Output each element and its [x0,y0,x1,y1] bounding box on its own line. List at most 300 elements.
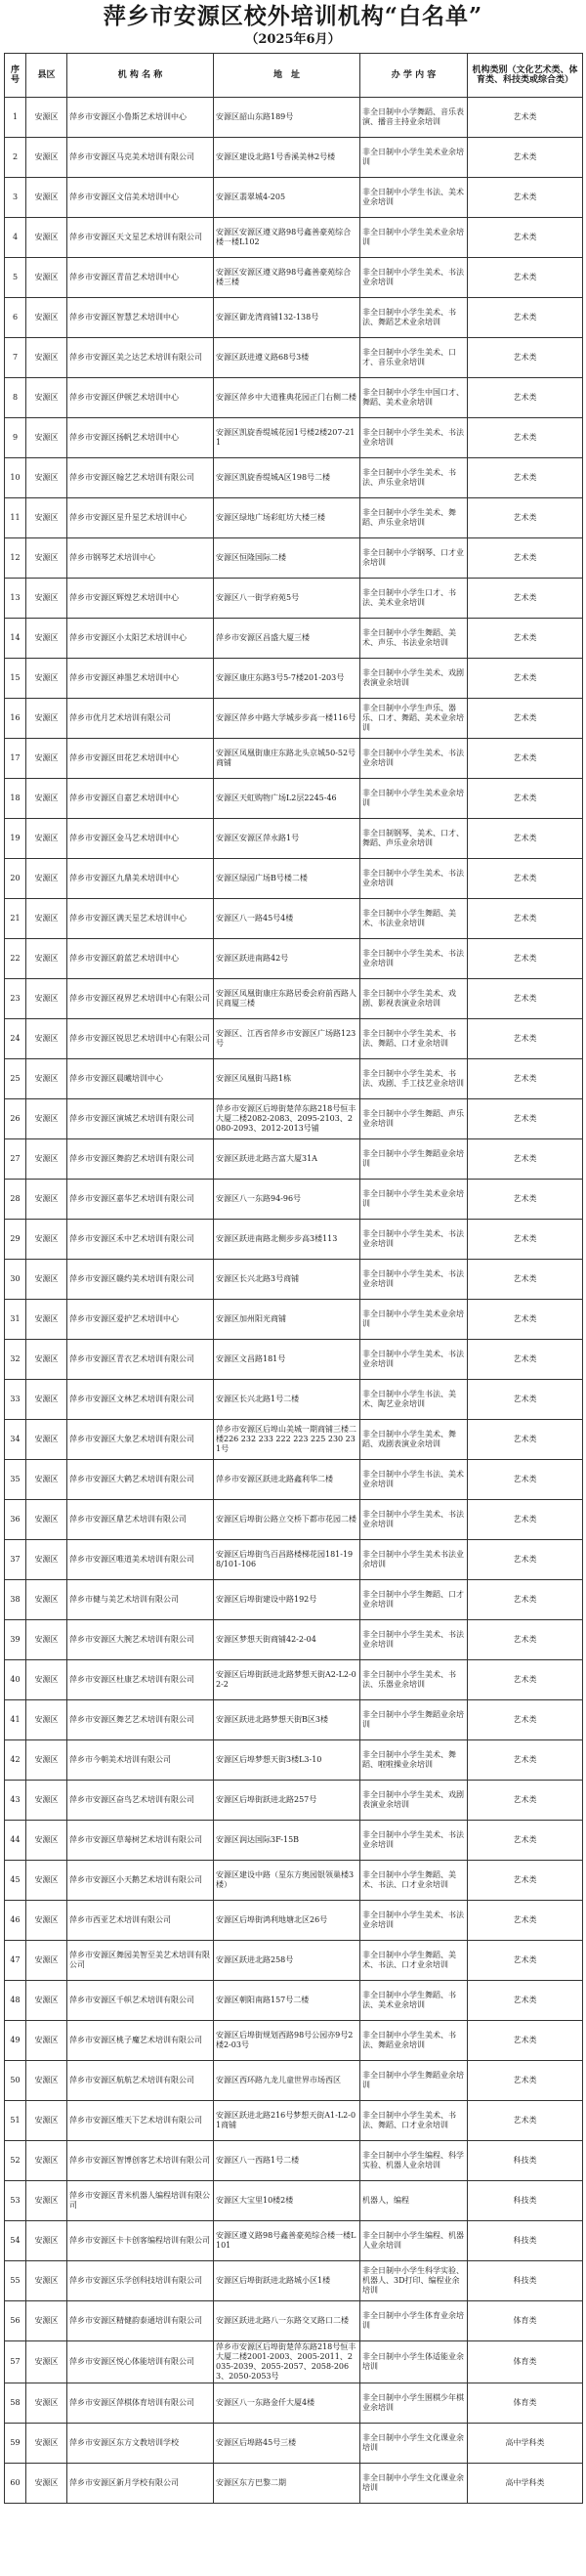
row-number: 44 [5,1821,26,1861]
table-row [5,2301,583,2341]
row-name: 萍乡市安源区奋鸟艺术培训有限公司 [67,1781,214,1821]
table-row [5,1380,583,1420]
row-district: 安源区 [26,1540,67,1580]
table-row [5,1781,583,1821]
row-scope: 非全日制中小学生美术书法业余培训 [360,1540,468,1580]
table-row [5,1420,583,1460]
row-address: 安源区后埠梦想天街3楼L3-10 [214,1740,360,1781]
row-number: 14 [5,619,26,659]
row-type: 艺术类 [468,739,583,779]
row-scope: 非全日制中小学生美术、书法业余培训 [360,1620,468,1660]
row-name: 萍乡市安源区晨曦培训中心 [67,1059,214,1099]
row-district: 安源区 [26,2341,67,2383]
row-district: 安源区 [26,699,67,739]
row-number: 13 [5,579,26,619]
row-address: 萍乡市安源区跃进北路鑫利华二楼 [214,1460,360,1500]
row-number: 19 [5,819,26,859]
document-title: 萍乡市安源区校外培训机构“白名单” [103,3,483,29]
row-name: 萍乡市钢琴艺术培训中心 [67,538,214,579]
row-name: 萍乡市安源区精健韵泰通培训有限公司 [67,2301,214,2341]
row-scope: 非全日制中小学生书法、美术、陶艺业余培训 [360,1380,468,1420]
row-scope: 非全日制中小学生美术、书法业余培训 [360,1220,468,1260]
row-scope: 非全日制中小学生舞蹈、美术、书法、口才业余培训 [360,1941,468,1981]
row-number: 31 [5,1300,26,1340]
row-number: 57 [5,2341,26,2383]
row-scope: 非全日制中小学生美术业余培训 [360,138,468,178]
row-address: 安源区后埠街跃进北路城小区1楼 [214,2261,360,2301]
row-number: 27 [5,1139,26,1180]
table-row [5,1700,583,1740]
row-type: 艺术类 [468,1340,583,1380]
row-name: 萍乡市安源区嘉华艺术培训有限公司 [67,1180,214,1220]
row-type: 科技类 [468,2181,583,2221]
row-scope: 非全日制中小学生文化课业余培训 [360,2424,468,2464]
row-type: 艺术类 [468,1740,583,1781]
row-address: 安源区后埠街规划西路98号公园亦9号2楼2-03号 [214,2021,360,2061]
table-row [5,1580,583,1620]
row-type: 艺术类 [468,418,583,458]
row-number: 29 [5,1220,26,1260]
row-name: 萍乡市安源区大腕艺术培训有限公司 [67,1620,214,1660]
row-name: 萍乡市安源区美之达艺术培训有限公司 [67,338,214,378]
row-address: 安源区跃进北路八一东路交叉路口二楼 [214,2301,360,2341]
row-address: 安源区凯旋香缇城A区198号二楼 [214,458,360,498]
row-district: 安源区 [26,1740,67,1781]
header-address: 地 址 [214,54,360,98]
row-district: 安源区 [26,1460,67,1500]
row-scope: 非全日制中小学生舞蹈、口才业余培训 [360,1580,468,1620]
row-number: 35 [5,1460,26,1500]
row-number: 25 [5,1059,26,1099]
row-district: 安源区 [26,2261,67,2301]
row-address: 安源区建设北路1号香溪美林2号楼 [214,138,360,178]
row-name: 萍乡市安源区满天星艺术培训中心 [67,899,214,939]
row-scope: 非全日制中小学生美术、书法、戏剧、手工技艺业余培训 [360,1059,468,1099]
row-type: 艺术类 [468,1901,583,1941]
table-row [5,98,583,138]
table-row [5,2141,583,2181]
row-address: 安源区八一街学府苑5号 [214,579,360,619]
table-row [5,458,583,498]
table-row [5,538,583,579]
row-scope: 非全日制中小学生舞蹈、美术、声乐、书法业余培训 [360,619,468,659]
row-scope: 非全日制中小学生美术、书法、乐器业余培训 [360,1660,468,1700]
row-scope: 非全日制中小学生美术、戏剧表演业余培训 [360,1781,468,1821]
row-district: 安源区 [26,458,67,498]
table-row [5,2464,583,2504]
table-row [5,2181,583,2221]
table-row [5,218,583,258]
table-row [5,939,583,979]
row-type: 艺术类 [468,859,583,899]
row-address: 安源区凤凰街康庄东路北头京城50-52号商铺 [214,739,360,779]
row-scope: 非全日制中小学生美术业余培训 [360,779,468,819]
row-address: 安源区八一东路94-96号 [214,1180,360,1220]
row-type: 艺术类 [468,1260,583,1300]
table-row [5,1981,583,2021]
row-district: 安源区 [26,979,67,1019]
row-address: 安源区凤凰街康庄东路居委会府前西路人民商厦三楼 [214,979,360,1019]
row-type: 艺术类 [468,1700,583,1740]
row-address: 安源区建设中路（星东方奥园银领巢楼3楼） [214,1861,360,1901]
row-name: 萍乡市安源区九鼎美术培训中心 [67,859,214,899]
row-number: 4 [5,218,26,258]
header-name: 机 构 名 称 [67,54,214,98]
row-address: 安源区八一西路1号二楼 [214,2141,360,2181]
row-number: 42 [5,1740,26,1781]
row-type: 高中学科类 [468,2424,583,2464]
row-type: 艺术类 [468,1821,583,1861]
row-district: 安源区 [26,1500,67,1540]
row-scope: 非全日制中小学生美术、书法业余培训 [360,258,468,298]
row-address: 安源区八一路45号4楼 [214,899,360,939]
row-number: 3 [5,178,26,218]
row-type: 艺术类 [468,1180,583,1220]
row-type: 科技类 [468,2221,583,2261]
row-district: 安源区 [26,1901,67,1941]
row-number: 32 [5,1340,26,1380]
row-address: 安源区后埠街鸿利地塘北区26号 [214,1901,360,1941]
row-type: 艺术类 [468,2101,583,2141]
row-name: 萍乡市安源区鼎艺术培训有限公司 [67,1500,214,1540]
row-district: 安源区 [26,739,67,779]
table-row [5,418,583,458]
row-address: 安源区恒隆国际二楼 [214,538,360,579]
table-row [5,659,583,699]
row-name: 萍乡市安源区桃子魔艺术培训有限公司 [67,2021,214,2061]
row-district: 安源区 [26,1981,67,2021]
row-address: 安源区跃进北路梦想天街B区3楼 [214,1700,360,1740]
row-name: 萍乡市安源区小太阳艺术培训中心 [67,619,214,659]
row-name: 萍乡市安源区演城艺术培训有限公司 [67,1099,214,1139]
row-number: 24 [5,1019,26,1059]
row-address: 安源区大宝里10楼2楼 [214,2181,360,2221]
row-district: 安源区 [26,298,67,338]
row-number: 28 [5,1180,26,1220]
row-name: 萍乡市安源区爱护艺术培训中心 [67,1300,214,1340]
row-district: 安源区 [26,538,67,579]
row-address: 萍乡市安源区后埠街楚萍东路218号恒丰大厦二楼2082-2083、2095-2103、2080-2093、2012-2013号铺 [214,1099,360,1139]
table-row [5,1821,583,1861]
row-district: 安源区 [26,258,67,298]
row-name: 萍乡市安源区智博创客艺术培训有限公司 [67,2141,214,2181]
row-district: 安源区 [26,1099,67,1139]
row-scope: 非全日制中小学生美术、书法业余培训 [360,418,468,458]
row-address: 安源区、江西省萍乡市安源区广场路123号 [214,1019,360,1059]
row-address: 安源区跃进南路北侧步步高3楼113 [214,1220,360,1260]
row-name: 萍乡市安源区马克美术培训有限公司 [67,138,214,178]
row-number: 49 [5,2021,26,2061]
row-number: 22 [5,939,26,979]
table-row [5,1901,583,1941]
row-type: 艺术类 [468,1099,583,1139]
table-row [5,1941,583,1981]
row-name: 萍乡市西亚艺术培训有限公司 [67,1901,214,1941]
row-number: 7 [5,338,26,378]
row-district: 安源区 [26,498,67,538]
row-number: 9 [5,418,26,458]
row-address: 安源区后埠路45号三楼 [214,2424,360,2464]
row-address: 安源区跃进北路吉富大厦31A [214,1139,360,1180]
row-address: 安源区御龙湾商铺132-138号 [214,298,360,338]
header-type: 机构类别（文化艺术类、体育类、科技类或综合类） [468,54,583,98]
row-number: 16 [5,699,26,739]
row-type: 艺术类 [468,979,583,1019]
row-number: 38 [5,1580,26,1620]
row-type: 艺术类 [468,2061,583,2101]
row-name: 萍乡市安源区唯道美术培训有限公司 [67,1540,214,1580]
table-row [5,298,583,338]
row-district: 安源区 [26,939,67,979]
row-number: 50 [5,2061,26,2101]
row-name: 萍乡市安源区草莓树艺术培训有限公司 [67,1821,214,1861]
table-row [5,1059,583,1099]
row-type: 艺术类 [468,1300,583,1340]
row-district: 安源区 [26,1420,67,1460]
row-scope: 非全日制中小学生美术、书法业余培训 [360,1340,468,1380]
row-name: 萍乡市健与美艺术培训有限公司 [67,1580,214,1620]
row-scope: 非全日制中小学生体适能业余培训 [360,2341,468,2383]
row-address: 安源区跃进北路258号 [214,1941,360,1981]
row-number: 59 [5,2424,26,2464]
row-scope: 非全日制中小学生舞蹈业余培训 [360,1139,468,1180]
row-type: 艺术类 [468,338,583,378]
row-district: 安源区 [26,138,67,178]
row-district: 安源区 [26,2424,67,2464]
table-row [5,338,583,378]
row-address: 安源区安源区遵义路98号鑫善豪苑综合楼一楼L102 [214,218,360,258]
row-district: 安源区 [26,2021,67,2061]
row-number: 40 [5,1660,26,1700]
row-scope: 非全日制中小学生口才、书法、美术业余培训 [360,579,468,619]
row-name: 萍乡市安源区小鲁斯艺术培训中心 [67,98,214,138]
row-scope: 非全日制中小学生美术、书法业余培训 [360,1260,468,1300]
row-type: 艺术类 [468,178,583,218]
row-name: 萍乡市安源区萍棋体育培训有限公司 [67,2383,214,2424]
row-type: 艺术类 [468,498,583,538]
table-row [5,579,583,619]
row-scope: 非全日制中小学生舞蹈、声乐业余培训 [360,1099,468,1139]
row-district: 安源区 [26,418,67,458]
table-row [5,979,583,1019]
row-number: 1 [5,98,26,138]
row-type: 体育类 [468,2341,583,2383]
row-address: 安源区后埠街跃进北路梦想天街A2-L2-02-2 [214,1660,360,1700]
row-scope: 非全日制中小学生舞蹈业余培训 [360,1700,468,1740]
row-type: 体育类 [468,2301,583,2341]
row-type: 艺术类 [468,138,583,178]
row-district: 安源区 [26,178,67,218]
table-row [5,1300,583,1340]
row-number: 21 [5,899,26,939]
row-number: 45 [5,1861,26,1901]
row-name: 萍乡市安源区航航艺术培训有限公司 [67,2061,214,2101]
row-district: 安源区 [26,1139,67,1180]
row-district: 安源区 [26,1821,67,1861]
row-address: 萍乡市安源区后埠山美城一期商铺三楼二楼226 232 233 222 223 225 230 231号 [214,1420,360,1460]
row-number: 30 [5,1260,26,1300]
row-name: 萍乡市安源区禾中艺术培训有限公司 [67,1220,214,1260]
row-name: 萍乡市安源区舞艺艺术培训有限公司 [67,1700,214,1740]
row-scope: 非全日制中小学生舞蹈、书法、美术业余培训 [360,1981,468,2021]
row-type: 艺术类 [468,378,583,418]
row-address: 安源区后埠街鸟百昌路楼梯花园181-198/101-106 [214,1540,360,1580]
row-name: 萍乡市安源区青苗艺术培训中心 [67,258,214,298]
row-address: 安源区萍乡中路大学城步步高一楼116号 [214,699,360,739]
row-name: 萍乡市安源区视界艺术培训中心有限公司 [67,979,214,1019]
row-name: 萍乡市安源区东方文教培训学校 [67,2424,214,2464]
row-type: 艺术类 [468,819,583,859]
row-number: 12 [5,538,26,579]
row-scope: 非全日制中小学生美术、书法业余培训 [360,1500,468,1540]
row-number: 17 [5,739,26,779]
row-number: 47 [5,1941,26,1981]
row-scope: 非全日制中小学生中国口才、舞蹈、美术业余培训 [360,378,468,418]
row-type: 科技类 [468,2261,583,2301]
row-district: 安源区 [26,1700,67,1740]
row-scope: 非全日制中小学生编程、机器人业余培训 [360,2221,468,2261]
row-address: 安源区八一东路金仟大厦4楼 [214,2383,360,2424]
row-number: 46 [5,1901,26,1941]
row-number: 2 [5,138,26,178]
table-row [5,1340,583,1380]
table-row [5,2383,583,2424]
row-address: 安源区凤凰街马路1栋 [214,1059,360,1099]
row-address: 安源区安源区萍永路1号 [214,819,360,859]
row-address: 安源区天虹购物广场L2层2245-46 [214,779,360,819]
row-scope: 非全日制中小学生美术、书法业余培训 [360,1821,468,1861]
row-number: 10 [5,458,26,498]
row-name: 萍乡市安源区青米机器人编程培训有限公司 [67,2181,214,2221]
row-scope: 非全日制中小学钢琴、口才业余培训 [360,538,468,579]
row-type: 艺术类 [468,2021,583,2061]
row-number: 48 [5,1981,26,2021]
row-scope: 非全日制中小学生美术、口才、音乐业余培训 [360,338,468,378]
row-scope: 非全日制中小学生美术、书法业余培训 [360,1901,468,1941]
row-number: 41 [5,1700,26,1740]
table-row [5,258,583,298]
row-scope: 非全日制中小学生科学实验、机器人、3D打印、编程业余培训 [360,2261,468,2301]
row-address: 安源区跃进遵义路68号3楼 [214,338,360,378]
row-type: 艺术类 [468,298,583,338]
table-row [5,2061,583,2101]
row-number: 52 [5,2141,26,2181]
row-scope: 非全日制中小学生文化课业余培训 [360,2464,468,2504]
row-name: 萍乡市优月艺术培训有限公司 [67,699,214,739]
table-row [5,1540,583,1580]
row-number: 18 [5,779,26,819]
row-district: 安源区 [26,1220,67,1260]
row-scope: 非全日制中小学生美术、书法、舞蹈业余培训 [360,2021,468,2061]
row-name: 萍乡市安源区千帜艺术培训有限公司 [67,1981,214,2021]
row-name: 萍乡市安源区舞园美智至美艺术培训有限公司 [67,1941,214,1981]
row-district: 安源区 [26,1620,67,1660]
row-address: 安源区东方巴黎二期 [214,2464,360,2504]
table-row [5,1099,583,1139]
row-type: 艺术类 [468,218,583,258]
row-name: 萍乡市安源区锐思艺术培训中心有限公司 [67,1019,214,1059]
row-number: 37 [5,1540,26,1580]
row-type: 艺术类 [468,1781,583,1821]
row-type: 艺术类 [468,258,583,298]
row-type: 艺术类 [468,1981,583,2021]
row-name: 萍乡市安源区大象艺术培训有限公司 [67,1420,214,1460]
row-district: 安源区 [26,1380,67,1420]
row-name: 萍乡市安源区舞韵艺术培训有限公司 [67,1139,214,1180]
row-number: 56 [5,2301,26,2341]
row-name: 萍乡市安源区蔚蓝艺术培训中心 [67,939,214,979]
row-number: 55 [5,2261,26,2301]
table-row [5,779,583,819]
row-scope: 非全日制中小学生美术、舞蹈、声乐业余培训 [360,498,468,538]
row-district: 安源区 [26,2221,67,2261]
row-scope: 非全日制中小学舞蹈、音乐表演、播音主持业余培训 [360,98,468,138]
row-scope: 非全日制中小学生围棋少年棋业余培训 [360,2383,468,2424]
row-scope: 非全日制中小学生编程、科学实验、机器人业余培训 [360,2141,468,2181]
row-district: 安源区 [26,619,67,659]
row-address: 安源区绿地广场彩虹坊大楼三楼 [214,498,360,538]
row-scope: 非全日制中小学生舞蹈、美术、书法、口才业余培训 [360,1861,468,1901]
table-row [5,1139,583,1180]
row-name: 萍乡市安源区智慧艺术培训中心 [67,298,214,338]
table-row [5,1180,583,1220]
row-type: 艺术类 [468,1380,583,1420]
row-type: 艺术类 [468,1580,583,1620]
row-name: 萍乡市安源区赣约美术培训有限公司 [67,1260,214,1300]
row-address: 安源区朝阳南路157号二楼 [214,1981,360,2021]
row-name: 萍乡市安源区自嘉艺术培训中心 [67,779,214,819]
row-address: 安源区后埠街公路立交桥下都市花园二楼 [214,1500,360,1540]
row-district: 安源区 [26,859,67,899]
row-scope: 非全日制钢琴、美术、口才、舞蹈、声乐业余培训 [360,819,468,859]
row-address: 安源区梦想天街商铺42-2-04 [214,1620,360,1660]
row-scope: 非全日制中小学生美术、书法、舞蹈、口才业余培训 [360,2101,468,2141]
row-district: 安源区 [26,899,67,939]
row-type: 艺术类 [468,538,583,579]
row-type: 艺术类 [468,1620,583,1660]
row-name: 萍乡市安源区伊顿艺术培训中心 [67,378,214,418]
row-type: 艺术类 [468,1660,583,1700]
row-type: 艺术类 [468,1220,583,1260]
row-name: 萍乡市安源区新月学校有限公司 [67,2464,214,2504]
row-district: 安源区 [26,218,67,258]
row-scope: 非全日制中小学生舞蹈业余培训 [360,2061,468,2101]
row-district: 安源区 [26,1861,67,1901]
row-type: 艺术类 [468,779,583,819]
row-type: 艺术类 [468,1941,583,1981]
row-district: 安源区 [26,1180,67,1220]
table-row [5,1019,583,1059]
row-scope: 非全日制中小学生声乐、器乐、口才、舞蹈、美术业余培训 [360,699,468,739]
row-district: 安源区 [26,1781,67,1821]
row-name: 萍乡市安源区乐学创科技培训有限公司 [67,2261,214,2301]
row-number: 39 [5,1620,26,1660]
row-scope: 非全日制中小学生美术、舞蹈、戏剧表演业余培训 [360,1420,468,1460]
row-district: 安源区 [26,2181,67,2221]
row-number: 6 [5,298,26,338]
row-district: 安源区 [26,1300,67,1340]
row-scope: 非全日制中小学生美术、舞蹈、啦啦操业余培训 [360,1740,468,1781]
row-type: 艺术类 [468,458,583,498]
row-district: 安源区 [26,2101,67,2141]
row-name: 萍乡市安源区翰艺艺术培训有限公司 [67,458,214,498]
row-address: 安源区后埠街跃进北路257号 [214,1781,360,1821]
row-scope: 非全日制中小学生美术、书法业余培训 [360,939,468,979]
row-scope: 非全日制中小学生美术、书法、声乐业余培训 [360,458,468,498]
row-address: 萍乡市安源区后埠街楚萍东路218号恒丰大厦二楼2001-2003、2005-2011、2035-2039、2055-2057、2058-2063、2050-2053号 [214,2341,360,2383]
row-address: 安源区韶山东路189号 [214,98,360,138]
row-name: 萍乡市安源区辉煌艺术培训中心 [67,579,214,619]
